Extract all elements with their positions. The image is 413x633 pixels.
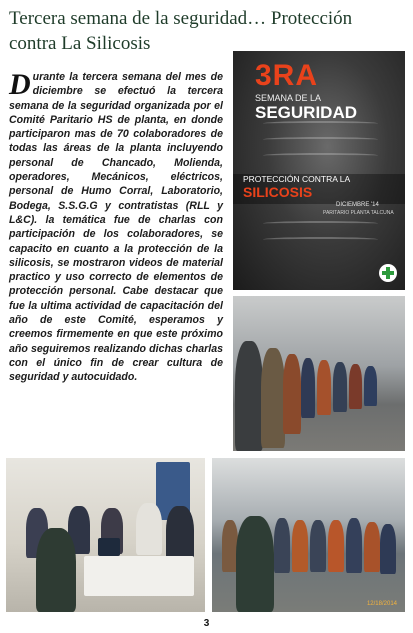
poster-topic-highlight: SILICOSIS bbox=[243, 184, 313, 200]
poster-date: DICIEMBRE '14 bbox=[336, 202, 379, 208]
poster-edition: 3RA bbox=[255, 59, 319, 92]
first-aid-cross-icon bbox=[379, 264, 397, 282]
xray-rib bbox=[263, 153, 378, 158]
worker-figure bbox=[349, 364, 362, 409]
worker-figure bbox=[364, 366, 377, 406]
worker-figure bbox=[292, 520, 308, 572]
xray-rib bbox=[263, 137, 378, 142]
page-number: 3 bbox=[203, 618, 210, 629]
presenter-figure bbox=[36, 528, 76, 612]
poster-topic: PROTECCIÓN CONTRA LA bbox=[243, 174, 351, 184]
article-body-text: urante la tercera semana del mes de diciembre se efectuó la tercera semana de la seguridad organizada por el Comité Paritario HS de planta, en donde participaron mas de 70 colaboradores de todas las áreas de la planta incluyendo personal de Chancado, Molienda, operadores, Mecánicos, eléctricos, personal de Humo Corral, Laboratorio, Bodega, S.S.G.G y contratistas (RLL y L&C). la temática fue de charlas con participación de los colaboradores, se capacito en cuanto a la protección de la silicosis, se mostraron videos de material practico y uso correcto de elementos de protección personal. Cabe destacar que fue la ultima actividad de capacitación del año de este Comité, esperamos y creemos firmemente en que este próximo año seguiremos realizando dichas charlas con el único fin de crear cultura de seguridad y autocuidado. bbox=[9, 71, 223, 384]
xray-rib bbox=[263, 221, 378, 226]
xray-rib bbox=[263, 237, 378, 242]
photo-warehouse-meeting bbox=[233, 296, 405, 451]
article-body bbox=[9, 70, 223, 385]
poster-organizer: PARITARIO PLANTA TALCUNA bbox=[323, 210, 394, 216]
drop-cap: D bbox=[9, 68, 31, 101]
worker-figure bbox=[328, 520, 344, 572]
worker-figure bbox=[310, 520, 326, 572]
worker-figure bbox=[274, 518, 290, 573]
worker-figure bbox=[364, 522, 380, 572]
worker-figure bbox=[317, 360, 331, 415]
poster-subtitle: SEMANA DE LA bbox=[255, 93, 322, 103]
poster-heading: SEGURIDAD bbox=[255, 103, 358, 122]
table bbox=[84, 556, 194, 596]
worker-figure bbox=[235, 341, 263, 451]
laptop bbox=[98, 538, 120, 556]
presenter-figure bbox=[236, 516, 274, 612]
worker-figure bbox=[333, 362, 347, 412]
worker-figure bbox=[301, 358, 315, 418]
photo-date-stamp: 12/18/2014 bbox=[366, 601, 397, 607]
worker-figure bbox=[261, 348, 285, 448]
worker-figure bbox=[380, 524, 396, 574]
attendee-figure bbox=[136, 503, 162, 555]
photo-plant-safety-talk bbox=[212, 458, 405, 612]
worker-figure bbox=[283, 354, 301, 434]
silicosis-poster bbox=[233, 51, 405, 290]
article-title: Tercera semana de la seguridad… Protección contra La Silicosis bbox=[9, 8, 353, 54]
worker-figure bbox=[346, 518, 362, 573]
photo-classroom-training bbox=[6, 458, 205, 612]
